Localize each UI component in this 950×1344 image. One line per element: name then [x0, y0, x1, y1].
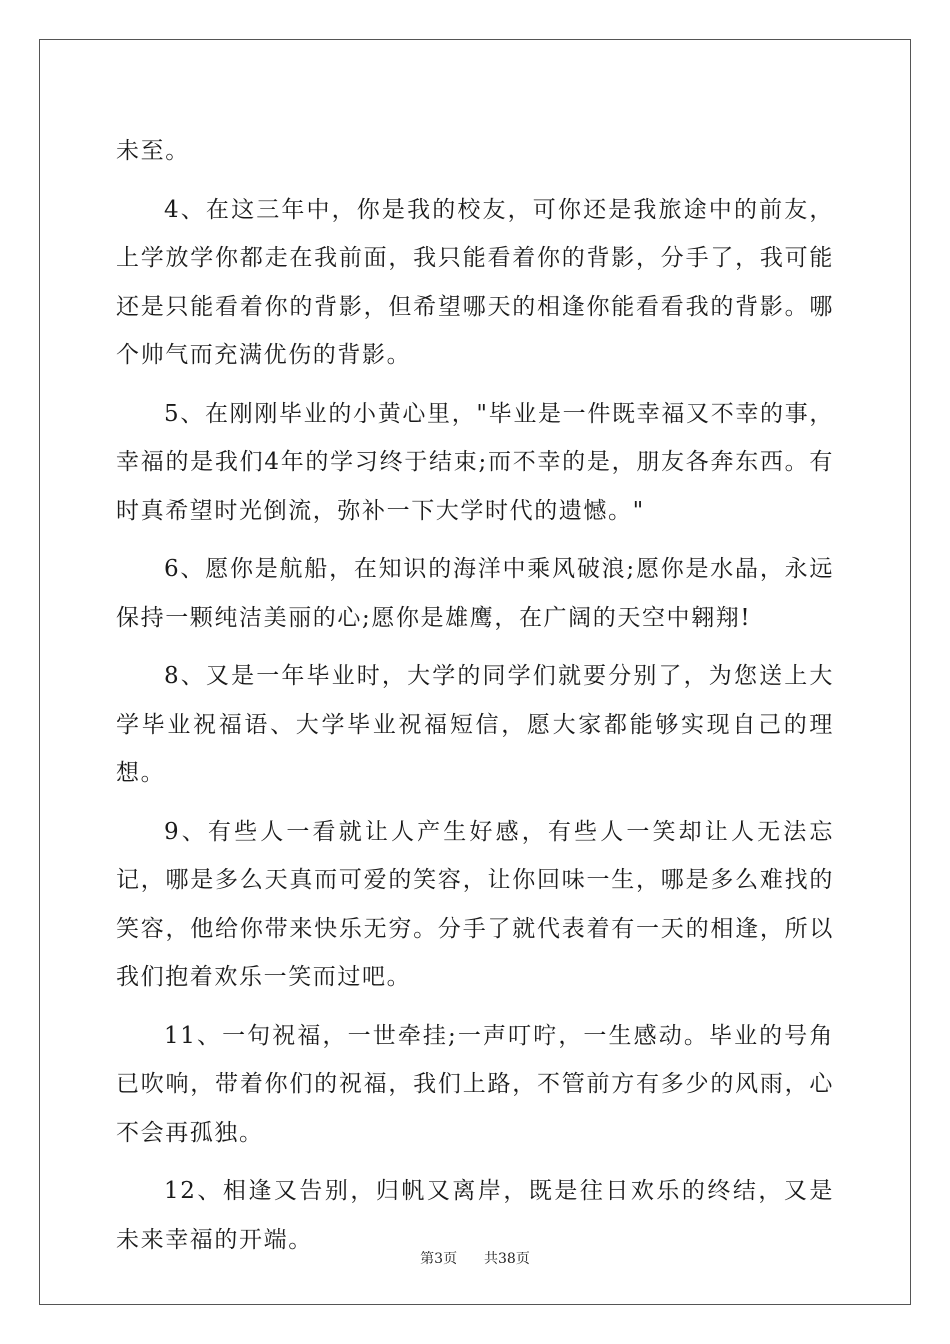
paragraph-item-5: 5、在刚刚毕业的小黄心里，"毕业是一件既幸福又不幸的事，幸福的是我们4年的学习终于结束;而不幸的是，朋友各奔东西。有时真希望时光倒流，弥补一下大学时代的遗憾。"	[116, 400, 834, 524]
paragraph-item-6: 6、愿你是航船，在知识的海洋中乘风破浪;愿你是水晶，永远保持一颗纯洁美丽的心;愿你是雄鹰，在广阔的天空中翱翔!	[116, 556, 834, 631]
paragraph-item-12: 12、相逢又告别，归帆又离岸，既是往日欢乐的终结，又是未来幸福的开端。	[116, 1178, 834, 1253]
page-footer	[0, 1248, 950, 1268]
paragraph-item-11: 11、一句祝福，一世牵挂;一声叮咛，一生感动。毕业的号角已吹响，带着你们的祝福，我们上路，不管前方有多少的风雨，心不会再孤独。	[116, 1022, 834, 1146]
page-number: 第3页	[420, 1251, 458, 1267]
page-total: 共38页	[484, 1251, 530, 1267]
document-body	[116, 127, 834, 1274]
paragraph-item-4: 4、在这三年中，你是我的校友，可你还是我旅途中的前友，上学放学你都走在我前面，我只能看着你的背影，分手了，我可能还是只能看着你的背影，但希望哪天的相逢你能看看我的背影。哪个帅气而充满优伤的背影。	[116, 196, 834, 368]
paragraph-item-9: 9、有些人一看就让人产生好感，有些人一笑却让人无法忘记，哪是多么天真而可爱的笑容，让你回味一生，哪是多么难找的笑容，他给你带来快乐无穷。分手了就代表着有一天的相逢，所以我们抱着欢乐一笑而过吧。	[116, 818, 834, 990]
paragraph-continuation: 未至。	[116, 138, 190, 164]
paragraph-item-8: 8、又是一年毕业时，大学的同学们就要分别了，为您送上大学毕业祝福语、大学毕业祝福短信，愿大家都能够实现自己的理想。	[116, 663, 834, 786]
